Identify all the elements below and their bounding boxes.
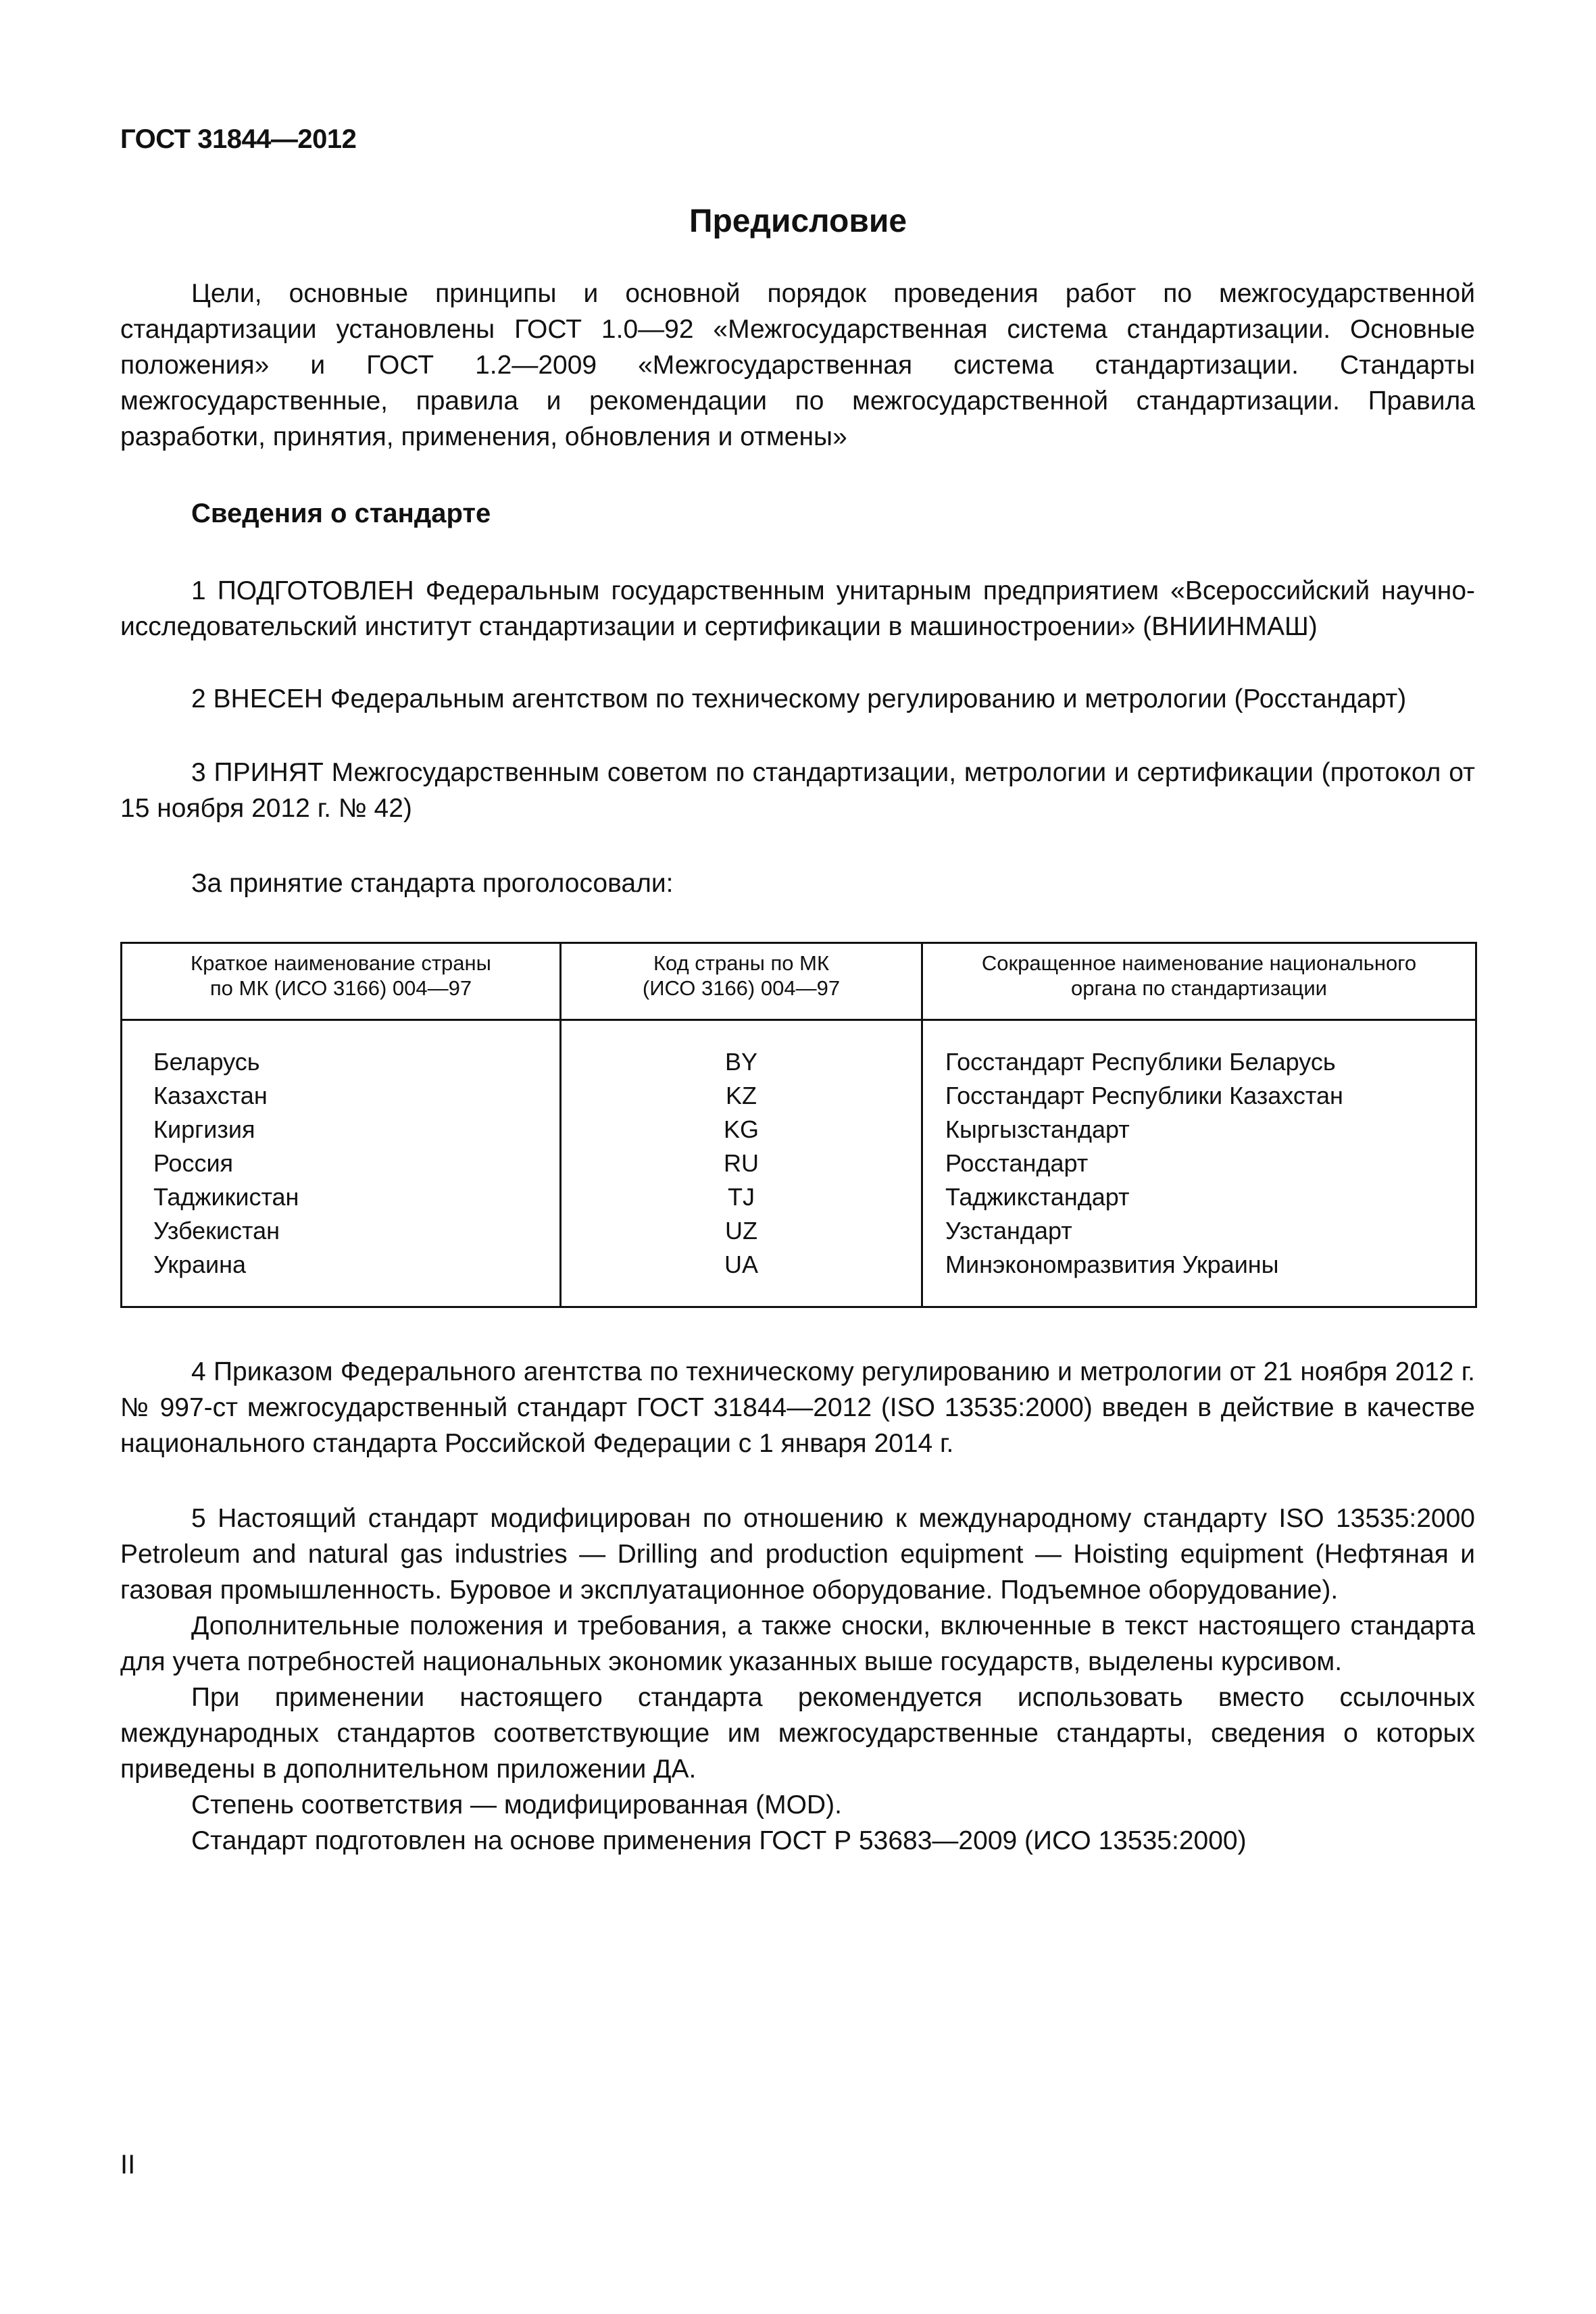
- header-national-body: Сокращенное наименование национального органа по стандартизации: [922, 943, 1476, 1020]
- national-body: Росстандарт: [945, 1149, 1089, 1177]
- country-name: Беларусь: [153, 1048, 260, 1076]
- standard-info-heading: Сведения о стандарте: [191, 499, 491, 528]
- country-name: Киргизия: [153, 1115, 255, 1143]
- item-5-conformity-paragraph: Степень соответствия — модифицированная (MOD).: [191, 1790, 842, 1819]
- intro-paragraph: Цели, основные принципы и основной порядок проведения работ по межгосударственной стандартизации установлены ГОСТ 1.0—92 «Межгосударственная система стандартизации. Основные положения» и ГОСТ 1.2—2009 «Межгосударственная система стандартизации. Стандарты межгосударственные, правила и рекомендации по межгосударственной стандартизации. Правила разработки, принятия, применения, обновления и отмены»: [120, 279, 1475, 451]
- item-4-paragraph: 4 Приказом Федерального агентства по техническому регулированию и метрологии от 21 ноября 2012 г. № 997-ст межгосударственный стандарт ГОСТ 31844—2012 (ISO 13535:2000) введен в действие в качестве национального стандарта Российской Федерации с 1 января 2014 г.: [120, 1357, 1475, 1458]
- item-3-section: [120, 755, 1475, 826]
- document-code: ГОСТ 31844—2012: [120, 124, 357, 154]
- national-body: Кыргызстандарт: [945, 1115, 1130, 1143]
- item-5-additions-paragraph: Дополнительные положения и требования, а также сноски, включенные в текст настоящего стандарта для учета потребностей национальных экономик указанных выше государств, выделены курсивом.: [120, 1611, 1475, 1676]
- national-bodies-cell: [922, 1020, 1476, 1307]
- item-1-paragraph: 1 ПОДГОТОВЛЕН Федеральным государственным унитарным предприятием «Всероссийский научно-исследовательский институт стандартизации и сертификации в машиностроении» (ВНИИНМАШ): [120, 576, 1475, 641]
- national-body: Госстандарт Республики Беларусь: [945, 1048, 1336, 1076]
- country-name: Россия: [153, 1149, 234, 1177]
- voting-countries-table: [120, 942, 1477, 1308]
- country-code: KG: [723, 1115, 759, 1143]
- item-1-section: [120, 573, 1475, 645]
- country-code: UA: [724, 1251, 758, 1278]
- item-5-references-paragraph: При применении настоящего стандарта рекомендуется использовать вместо ссылочных международных стандартов соответствующие им межгосударственные стандарты, сведения о которых приведены в дополнительном приложении ДА.: [120, 1683, 1475, 1784]
- item-3-paragraph: 3 ПРИНЯТ Межгосударственным советом по стандартизации, метрологии и сертификации (протокол от 15 ноября 2012 г. № 42): [120, 758, 1475, 823]
- country-code: UZ: [725, 1217, 757, 1244]
- table-header-row: [122, 943, 1476, 1020]
- country-name: Казахстан: [153, 1082, 268, 1109]
- country-name: Таджикистан: [153, 1183, 299, 1211]
- country-names-cell: [122, 1020, 561, 1307]
- country-code: KZ: [725, 1082, 757, 1109]
- national-body: Минэкономразвития Украины: [945, 1251, 1279, 1278]
- header-country-code: Код страны по МК (ИСО 3166) 004—97: [561, 943, 922, 1020]
- item-5-paragraph: 5 Настоящий стандарт модифицирован по отношению к международному стандарту ISO 13535:2000 Petroleum and natural gas industries — Drilling and production equipment — Hoisting equipment (Нефтяная и газовая промышленность. Буровое и эксплуатационное оборудование. Подъемное оборудование).: [120, 1504, 1475, 1605]
- page-title: Предисловие: [689, 203, 907, 239]
- national-body: Госстандарт Республики Казахстан: [945, 1082, 1343, 1109]
- item-4-section: [120, 1354, 1475, 1461]
- intro-section: [120, 276, 1475, 455]
- country-name: Украина: [153, 1251, 247, 1278]
- country-codes-cell: [561, 1020, 922, 1307]
- country-code: BY: [724, 1048, 758, 1076]
- header-country-name: Краткое наименование страны по МК (ИСО 3166) 004—97: [122, 943, 561, 1020]
- country-code: TJ: [728, 1183, 755, 1211]
- table-body-row: [122, 1020, 1476, 1307]
- voted-intro: За принятие стандарта проголосовали:: [191, 869, 674, 898]
- national-body: Таджикстандарт: [945, 1183, 1130, 1211]
- item-5-section: [120, 1501, 1475, 1859]
- item-5-basis-paragraph: Стандарт подготовлен на основе применения ГОСТ Р 53683—2009 (ИСО 13535:2000): [191, 1826, 1247, 1855]
- country-code: RU: [724, 1149, 759, 1177]
- country-name: Узбекистан: [153, 1217, 280, 1244]
- item-2-paragraph: 2 ВНЕСЕН Федеральным агентством по техническому регулированию и метрологии (Росстандарт): [191, 684, 1407, 713]
- item-2-section: [120, 681, 1475, 717]
- national-body: Узстандарт: [945, 1217, 1072, 1244]
- page-number: II: [120, 2150, 136, 2180]
